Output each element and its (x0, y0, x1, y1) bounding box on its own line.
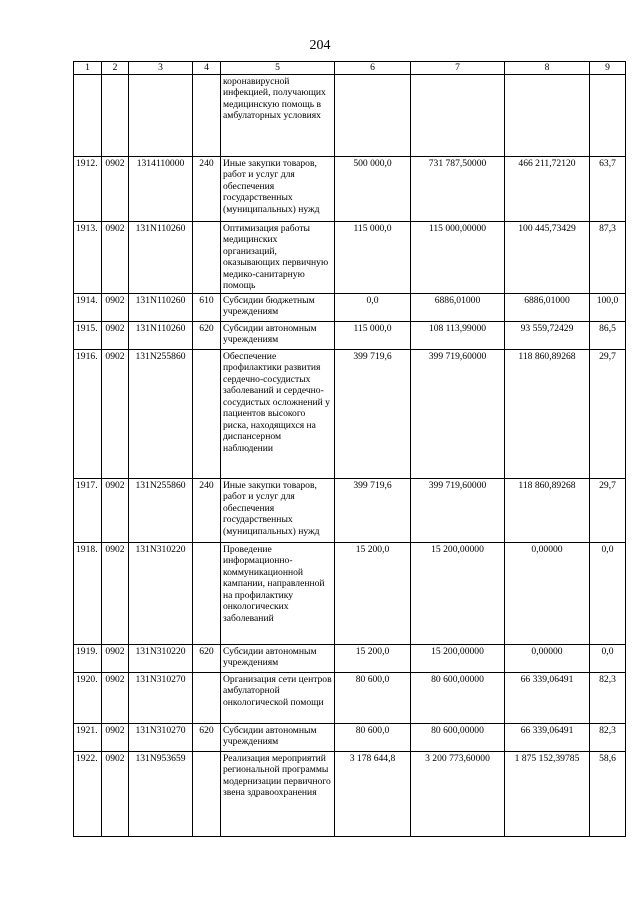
target-article-code: 131N310270 (129, 672, 193, 723)
column-number: 8 (505, 62, 590, 75)
execution-percent: 63,7 (590, 156, 626, 221)
table-row (74, 751, 626, 836)
approved-amount: 115 000,0 (335, 221, 411, 293)
executed-amount: 1 875 152,39785 (505, 751, 590, 836)
approved-amount: 500 000,0 (335, 156, 411, 221)
table-row (74, 74, 626, 156)
section-code: 0902 (102, 478, 129, 542)
executed-amount: 118 860,89268 (505, 349, 590, 478)
expense-type-code: 240 (193, 478, 221, 542)
item-description: Реализация мероприятий региональной программы модернизации первичного звена здравоохранения (221, 751, 335, 836)
target-article-code: 131N110260 (129, 221, 193, 293)
item-description: Оптимизация работы медицинских организаций, оказывающих первичную медико-санитарную помощь (221, 221, 335, 293)
execution-percent: 29,7 (590, 349, 626, 478)
executed-amount: 66 339,06491 (505, 723, 590, 751)
column-number: 6 (335, 62, 411, 75)
refined-amount: 399 719,60000 (411, 478, 505, 542)
section-code: 0902 (102, 221, 129, 293)
refined-amount: 3 200 773,60000 (411, 751, 505, 836)
section-code: 0902 (102, 156, 129, 221)
expense-type-code (193, 221, 221, 293)
target-article-code: 131N255860 (129, 349, 193, 478)
row-number: 1916. (74, 349, 102, 478)
section-code: 0902 (102, 672, 129, 723)
refined-amount: 399 719,60000 (411, 349, 505, 478)
table-row (74, 349, 626, 478)
table-row (74, 478, 626, 542)
table-row (74, 542, 626, 644)
refined-amount (411, 74, 505, 156)
refined-amount: 15 200,00000 (411, 644, 505, 672)
item-description: Проведение информационно-коммуникационной кампании, направленной на профилактику онкологических заболеваний (221, 542, 335, 644)
item-description: Субсидии автономным учреждениям (221, 723, 335, 751)
executed-amount: 0,00000 (505, 644, 590, 672)
approved-amount: 399 719,6 (335, 349, 411, 478)
table-row (74, 321, 626, 349)
execution-percent: 0,0 (590, 542, 626, 644)
section-code: 0902 (102, 293, 129, 321)
target-article-code: 131N255860 (129, 478, 193, 542)
expense-type-code (193, 751, 221, 836)
expense-type-code: 240 (193, 156, 221, 221)
item-description: Иные закупки товаров, работ и услуг для обеспечения государственных (муниципальных) нужд (221, 478, 335, 542)
target-article-code: 1314110000 (129, 156, 193, 221)
item-description: Субсидии автономным учреждениям (221, 644, 335, 672)
expense-type-code (193, 672, 221, 723)
target-article-code: 131N110260 (129, 321, 193, 349)
approved-amount: 399 719,6 (335, 478, 411, 542)
refined-amount: 115 000,00000 (411, 221, 505, 293)
execution-percent: 86,5 (590, 321, 626, 349)
execution-percent: 82,3 (590, 723, 626, 751)
item-description: коронавирусной инфекцией, получающих медицинскую помощь в амбулаторных условиях (221, 74, 335, 156)
section-code: 0902 (102, 321, 129, 349)
target-article-code: 131N110260 (129, 293, 193, 321)
executed-amount: 0,00000 (505, 542, 590, 644)
approved-amount: 3 178 644,8 (335, 751, 411, 836)
table-row (74, 293, 626, 321)
executed-amount: 100 445,73429 (505, 221, 590, 293)
target-article-code (129, 74, 193, 156)
target-article-code: 131N310220 (129, 644, 193, 672)
row-number: 1914. (74, 293, 102, 321)
section-code: 0902 (102, 542, 129, 644)
execution-percent: 29,7 (590, 478, 626, 542)
item-description: Субсидии бюджетным учреждениям (221, 293, 335, 321)
expense-type-code: 620 (193, 644, 221, 672)
budget-table (73, 61, 626, 837)
expense-type-code: 610 (193, 293, 221, 321)
column-number: 1 (74, 62, 102, 75)
refined-amount: 15 200,00000 (411, 542, 505, 644)
expense-type-code (193, 349, 221, 478)
column-number: 4 (193, 62, 221, 75)
target-article-code: 131N310220 (129, 542, 193, 644)
item-description: Обеспечение профилактики развития сердечно-сосудистых заболеваний и сердечно-сосудистых осложнений у пациентов высокого риска, находящихся на диспансерном наблюдении (221, 349, 335, 478)
item-description: Иные закупки товаров, работ и услуг для обеспечения государственных (муниципальных) нужд (221, 156, 335, 221)
approved-amount: 80 600,0 (335, 723, 411, 751)
page-number: 204 (309, 38, 331, 53)
row-number: 1921. (74, 723, 102, 751)
execution-percent: 82,3 (590, 672, 626, 723)
row-number: 1915. (74, 321, 102, 349)
approved-amount: 115 000,0 (335, 321, 411, 349)
refined-amount: 6886,01000 (411, 293, 505, 321)
refined-amount: 731 787,50000 (411, 156, 505, 221)
target-article-code: 131N310270 (129, 723, 193, 751)
executed-amount: 66 339,06491 (505, 672, 590, 723)
row-number: 1918. (74, 542, 102, 644)
execution-percent: 58,6 (590, 751, 626, 836)
refined-amount: 80 600,00000 (411, 672, 505, 723)
executed-amount: 118 860,89268 (505, 478, 590, 542)
refined-amount: 80 600,00000 (411, 723, 505, 751)
expense-type-code (193, 542, 221, 644)
item-description: Субсидии автономным учреждениям (221, 321, 335, 349)
refined-amount: 108 113,99000 (411, 321, 505, 349)
section-code: 0902 (102, 723, 129, 751)
approved-amount: 0,0 (335, 293, 411, 321)
section-code (102, 74, 129, 156)
expense-type-code: 620 (193, 723, 221, 751)
approved-amount (335, 74, 411, 156)
item-description: Организация сети центров амбулаторной онкологической помощи (221, 672, 335, 723)
expense-type-code (193, 74, 221, 156)
row-number: 1913. (74, 221, 102, 293)
execution-percent: 0,0 (590, 644, 626, 672)
execution-percent: 100,0 (590, 293, 626, 321)
table-row (74, 221, 626, 293)
column-number: 2 (102, 62, 129, 75)
expense-type-code: 620 (193, 321, 221, 349)
execution-percent (590, 74, 626, 156)
execution-percent: 87,3 (590, 221, 626, 293)
target-article-code: 131N953659 (129, 751, 193, 836)
table-row (74, 723, 626, 751)
column-number: 3 (129, 62, 193, 75)
section-code: 0902 (102, 644, 129, 672)
section-code: 0902 (102, 349, 129, 478)
executed-amount: 93 559,72429 (505, 321, 590, 349)
approved-amount: 15 200,0 (335, 542, 411, 644)
row-number: 1919. (74, 644, 102, 672)
table-row (74, 156, 626, 221)
executed-amount: 6886,01000 (505, 293, 590, 321)
executed-amount: 466 211,72120 (505, 156, 590, 221)
column-number-row (74, 62, 626, 75)
row-number (74, 74, 102, 156)
approved-amount: 80 600,0 (335, 672, 411, 723)
section-code: 0902 (102, 751, 129, 836)
table-row (74, 644, 626, 672)
column-number: 7 (411, 62, 505, 75)
executed-amount (505, 74, 590, 156)
column-number: 5 (221, 62, 335, 75)
approved-amount: 15 200,0 (335, 644, 411, 672)
row-number: 1917. (74, 478, 102, 542)
row-number: 1920. (74, 672, 102, 723)
row-number: 1922. (74, 751, 102, 836)
column-number: 9 (590, 62, 626, 75)
table-row (74, 672, 626, 723)
row-number: 1912. (74, 156, 102, 221)
